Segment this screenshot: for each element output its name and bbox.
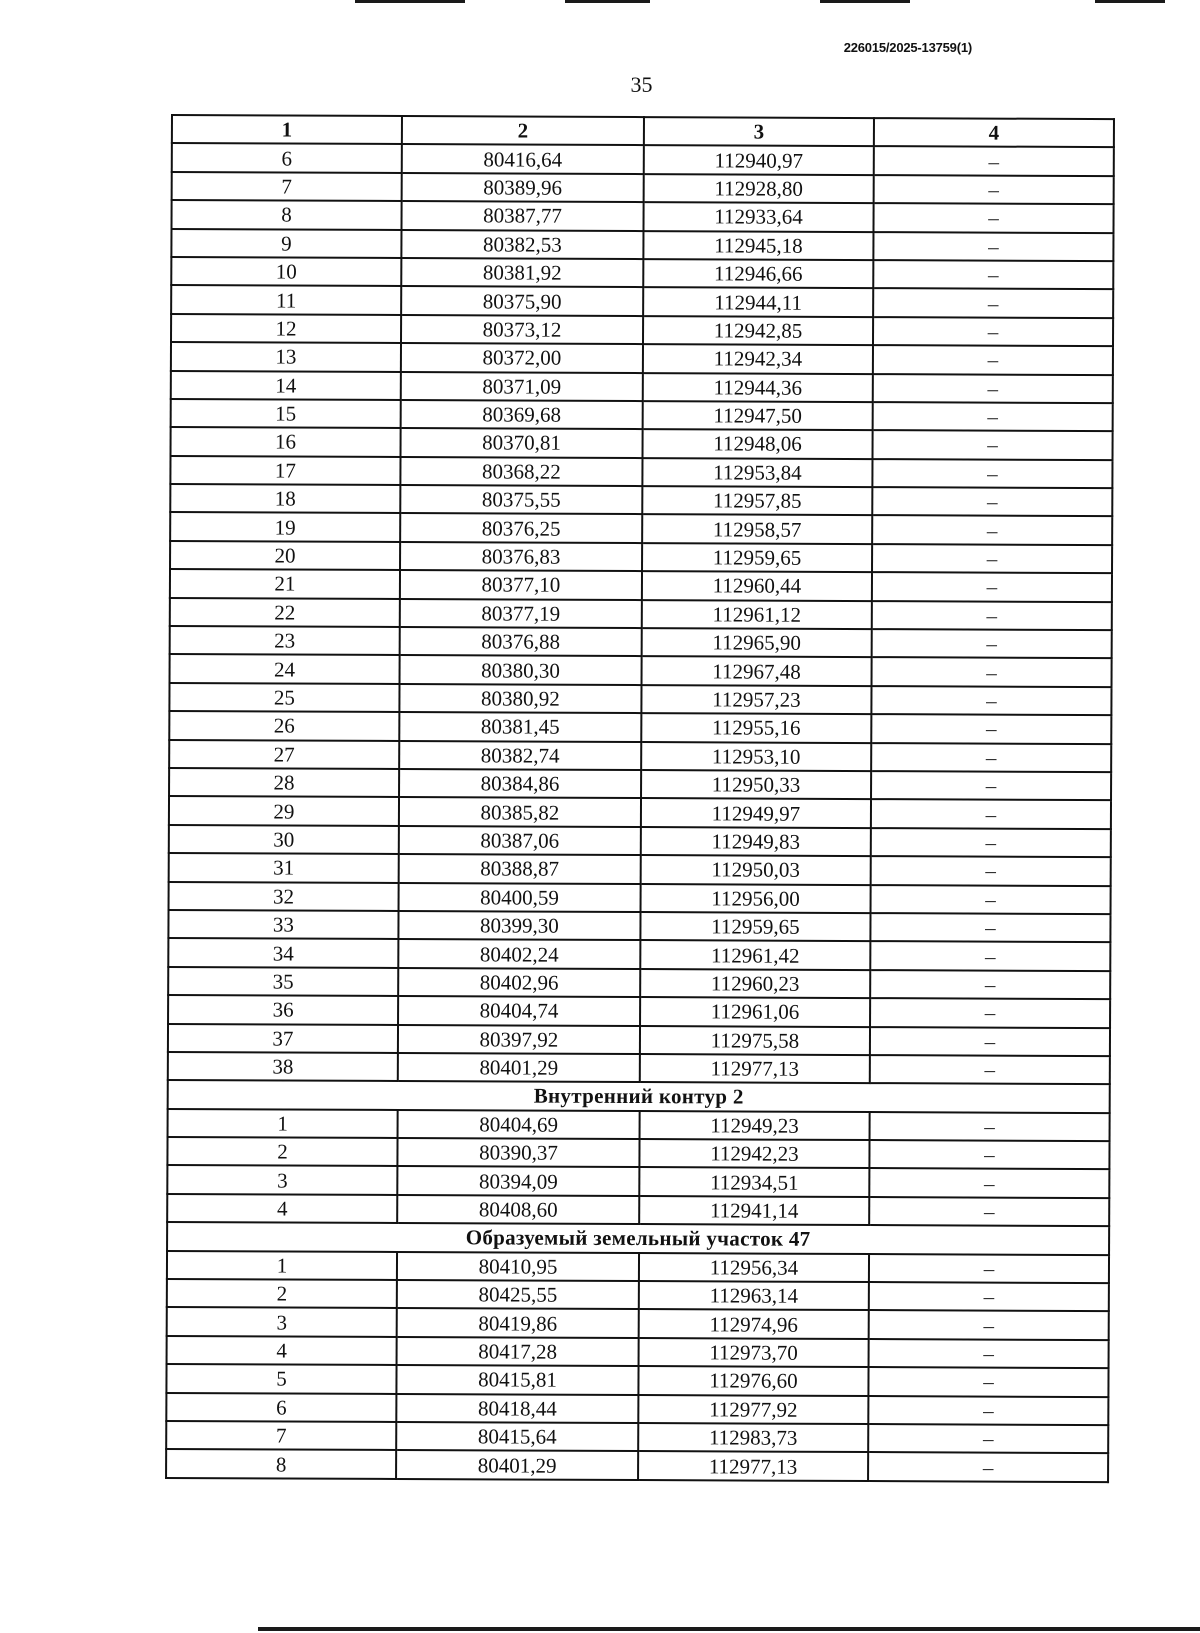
dash-cell: – xyxy=(873,317,1113,346)
x-coordinate-cell: 80368,22 xyxy=(400,457,642,486)
table-row xyxy=(168,938,1110,971)
point-number-cell: 18 xyxy=(170,484,400,513)
y-coordinate-cell: 112974,96 xyxy=(639,1309,869,1338)
table-row xyxy=(168,1023,1110,1056)
column-header: 1 xyxy=(172,115,402,144)
point-number-cell: 35 xyxy=(168,967,398,996)
dash-cell: – xyxy=(871,828,1111,857)
point-number-cell: 13 xyxy=(171,342,401,371)
point-number-cell: 33 xyxy=(168,910,398,939)
table-row xyxy=(167,1194,1109,1227)
point-number-cell: 30 xyxy=(169,825,399,854)
dash-cell: – xyxy=(868,1424,1108,1453)
y-coordinate-cell: 112973,70 xyxy=(639,1338,869,1367)
x-coordinate-cell: 80419,86 xyxy=(397,1308,639,1337)
column-header: 3 xyxy=(644,117,874,146)
point-number-cell: 26 xyxy=(169,711,399,740)
x-coordinate-cell: 80387,77 xyxy=(401,201,643,230)
point-number-cell: 14 xyxy=(171,371,401,400)
dash-cell: – xyxy=(868,1452,1108,1481)
dash-cell: – xyxy=(869,1310,1109,1339)
x-coordinate-cell: 80370,81 xyxy=(401,428,643,457)
x-coordinate-cell: 80381,45 xyxy=(399,712,641,741)
table-row xyxy=(166,1421,1108,1454)
y-coordinate-cell: 112959,65 xyxy=(640,912,870,941)
x-coordinate-cell: 80377,10 xyxy=(400,570,642,599)
point-number-cell: 7 xyxy=(166,1421,396,1450)
point-number-cell: 36 xyxy=(168,995,398,1024)
dash-cell: – xyxy=(869,1254,1109,1283)
x-coordinate-cell: 80385,82 xyxy=(399,797,641,826)
point-number-cell: 7 xyxy=(172,172,402,201)
point-number-cell: 37 xyxy=(168,1023,398,1052)
point-number-cell: 21 xyxy=(170,569,400,598)
scan-mark xyxy=(355,0,465,3)
table-row xyxy=(168,967,1110,1000)
y-coordinate-cell: 112944,36 xyxy=(643,373,873,402)
scan-mark xyxy=(820,0,910,3)
dash-cell: – xyxy=(870,998,1110,1027)
table-row xyxy=(167,1165,1109,1198)
x-coordinate-cell: 80416,64 xyxy=(402,144,644,173)
section-row xyxy=(168,1080,1110,1113)
x-coordinate-cell: 80417,28 xyxy=(397,1337,639,1366)
dash-cell: – xyxy=(872,459,1112,488)
table-row xyxy=(170,654,1112,687)
y-coordinate-cell: 112983,73 xyxy=(638,1423,868,1452)
dash-cell: – xyxy=(872,516,1112,545)
point-number-cell: 20 xyxy=(170,541,400,570)
dash-cell: – xyxy=(871,743,1111,772)
y-coordinate-cell: 112942,23 xyxy=(639,1139,869,1168)
y-coordinate-cell: 112955,16 xyxy=(641,713,871,742)
dash-cell: – xyxy=(871,856,1111,885)
dash-cell: – xyxy=(870,1112,1110,1141)
dash-cell: – xyxy=(873,430,1113,459)
table-row xyxy=(168,910,1110,943)
table-row xyxy=(167,1336,1109,1369)
x-coordinate-cell: 80388,87 xyxy=(399,854,641,883)
dash-cell: – xyxy=(871,714,1111,743)
section-row xyxy=(167,1222,1109,1255)
table-row xyxy=(170,541,1112,574)
y-coordinate-cell: 112956,34 xyxy=(639,1253,869,1282)
table-row xyxy=(170,598,1112,631)
header-row xyxy=(172,115,1114,148)
dash-cell: – xyxy=(874,175,1114,204)
y-coordinate-cell: 112944,11 xyxy=(643,287,873,316)
table-row xyxy=(172,172,1114,205)
table-row xyxy=(170,484,1112,517)
table-row xyxy=(171,314,1113,347)
point-number-cell: 10 xyxy=(171,257,401,286)
point-number-cell: 22 xyxy=(170,598,400,627)
dash-cell: – xyxy=(871,885,1111,914)
dash-cell: – xyxy=(872,487,1112,516)
x-coordinate-cell: 80373,12 xyxy=(401,315,643,344)
column-header: 2 xyxy=(402,116,644,145)
point-number-cell: 32 xyxy=(169,882,399,911)
point-number-cell: 34 xyxy=(168,938,398,967)
dash-cell: – xyxy=(871,771,1111,800)
dash-cell: – xyxy=(868,1396,1108,1425)
y-coordinate-cell: 112957,23 xyxy=(641,685,871,714)
y-coordinate-cell: 112950,03 xyxy=(641,855,871,884)
y-coordinate-cell: 112942,85 xyxy=(643,316,873,345)
y-coordinate-cell: 112975,58 xyxy=(640,1026,870,1055)
table-row xyxy=(170,512,1112,545)
x-coordinate-cell: 80376,25 xyxy=(400,513,642,542)
y-coordinate-cell: 112953,84 xyxy=(642,458,872,487)
x-coordinate-cell: 80415,64 xyxy=(396,1422,638,1451)
y-coordinate-cell: 112949,83 xyxy=(641,827,871,856)
y-coordinate-cell: 112976,60 xyxy=(638,1366,868,1395)
dash-cell: – xyxy=(870,1055,1110,1084)
x-coordinate-cell: 80401,29 xyxy=(396,1450,638,1479)
y-coordinate-cell: 112945,18 xyxy=(643,231,873,260)
table-row xyxy=(171,257,1113,290)
point-number-cell: 23 xyxy=(170,626,400,655)
table-row xyxy=(171,399,1113,432)
dash-cell: – xyxy=(870,970,1110,999)
y-coordinate-cell: 112959,65 xyxy=(642,543,872,572)
section-title: Образуемый земельный участок 47 xyxy=(167,1222,1109,1255)
x-coordinate-cell: 80376,88 xyxy=(400,627,642,656)
table-row xyxy=(167,1137,1109,1170)
y-coordinate-cell: 112934,51 xyxy=(639,1168,869,1197)
y-coordinate-cell: 112960,44 xyxy=(642,571,872,600)
table-row xyxy=(169,882,1111,915)
dash-cell: – xyxy=(869,1339,1109,1368)
dash-cell: – xyxy=(872,572,1112,601)
x-coordinate-cell: 80401,29 xyxy=(398,1053,640,1082)
point-number-cell: 12 xyxy=(171,314,401,343)
section-title: Внутренний контур 2 xyxy=(168,1080,1110,1113)
point-number-cell: 2 xyxy=(167,1137,397,1166)
point-number-cell: 25 xyxy=(169,683,399,712)
y-coordinate-cell: 112928,80 xyxy=(644,174,874,203)
document-number: 226015/2025-13759(1) xyxy=(843,40,972,55)
point-number-cell: 38 xyxy=(168,1052,398,1081)
table-row xyxy=(168,1109,1110,1142)
y-coordinate-cell: 112949,97 xyxy=(641,798,871,827)
x-coordinate-cell: 80415,81 xyxy=(396,1365,638,1394)
point-number-cell: 15 xyxy=(171,399,401,428)
dash-cell: – xyxy=(870,1027,1110,1056)
x-coordinate-cell: 80380,92 xyxy=(399,684,641,713)
table-row xyxy=(167,1307,1109,1340)
table-row xyxy=(171,427,1113,460)
point-number-cell: 8 xyxy=(166,1449,396,1478)
dash-cell: – xyxy=(871,799,1111,828)
table-row xyxy=(171,371,1113,404)
y-coordinate-cell: 112977,92 xyxy=(638,1395,868,1424)
table-body xyxy=(166,143,1114,1481)
y-coordinate-cell: 112977,13 xyxy=(640,1054,870,1083)
x-coordinate-cell: 80376,83 xyxy=(400,542,642,571)
x-coordinate-cell: 80399,30 xyxy=(398,911,640,940)
x-coordinate-cell: 80402,24 xyxy=(398,939,640,968)
x-coordinate-cell: 80400,59 xyxy=(399,883,641,912)
scan-mark xyxy=(565,0,650,3)
x-coordinate-cell: 80397,92 xyxy=(398,1024,640,1053)
table-row xyxy=(170,569,1112,602)
table-row xyxy=(170,456,1112,489)
point-number-cell: 24 xyxy=(170,654,400,683)
y-coordinate-cell: 112965,90 xyxy=(642,628,872,657)
x-coordinate-cell: 80381,92 xyxy=(401,258,643,287)
y-coordinate-cell: 112948,06 xyxy=(643,429,873,458)
table-row xyxy=(169,796,1111,829)
point-number-cell: 2 xyxy=(167,1279,397,1308)
table-row xyxy=(169,853,1111,886)
dash-cell: – xyxy=(871,686,1111,715)
dash-cell: – xyxy=(873,374,1113,403)
y-coordinate-cell: 112960,23 xyxy=(640,969,870,998)
point-number-cell: 3 xyxy=(167,1307,397,1336)
dash-cell: – xyxy=(872,629,1112,658)
point-number-cell: 8 xyxy=(172,200,402,229)
dash-cell: – xyxy=(873,232,1113,261)
point-number-cell: 1 xyxy=(168,1109,398,1138)
y-coordinate-cell: 112933,64 xyxy=(643,202,873,231)
point-number-cell: 16 xyxy=(171,427,401,456)
dash-cell: – xyxy=(873,203,1113,232)
dash-cell: – xyxy=(869,1140,1109,1169)
dash-cell: – xyxy=(869,1282,1109,1311)
y-coordinate-cell: 112949,23 xyxy=(640,1111,870,1140)
y-coordinate-cell: 112956,00 xyxy=(641,884,871,913)
table-row xyxy=(170,626,1112,659)
dash-cell: – xyxy=(873,288,1113,317)
point-number-cell: 29 xyxy=(169,796,399,825)
y-coordinate-cell: 112977,13 xyxy=(638,1451,868,1480)
point-number-cell: 9 xyxy=(171,229,401,258)
y-coordinate-cell: 112950,33 xyxy=(641,770,871,799)
point-number-cell: 31 xyxy=(169,853,399,882)
column-header: 4 xyxy=(874,118,1114,147)
x-coordinate-cell: 80390,37 xyxy=(397,1138,639,1167)
x-coordinate-cell: 80394,09 xyxy=(397,1166,639,1195)
x-coordinate-cell: 80404,69 xyxy=(398,1110,640,1139)
table-row xyxy=(166,1364,1108,1397)
dash-cell: – xyxy=(873,345,1113,374)
table-row xyxy=(171,342,1113,375)
table-row xyxy=(167,1279,1109,1312)
x-coordinate-cell: 80425,55 xyxy=(397,1280,639,1309)
table-row xyxy=(166,1393,1108,1426)
point-number-cell: 5 xyxy=(166,1364,396,1393)
table-row xyxy=(169,825,1111,858)
dash-cell: – xyxy=(873,260,1113,289)
dash-cell: – xyxy=(873,402,1113,431)
dash-cell: – xyxy=(869,1197,1109,1226)
point-number-cell: 17 xyxy=(170,456,400,485)
table-row xyxy=(169,711,1111,744)
table-row xyxy=(168,995,1110,1028)
dash-cell: – xyxy=(870,941,1110,970)
x-coordinate-cell: 80387,06 xyxy=(399,826,641,855)
x-coordinate-cell: 80371,09 xyxy=(401,372,643,401)
x-coordinate-cell: 80418,44 xyxy=(396,1394,638,1423)
x-coordinate-cell: 80410,95 xyxy=(397,1252,639,1281)
table-row xyxy=(169,740,1111,773)
x-coordinate-cell: 80389,96 xyxy=(402,173,644,202)
x-coordinate-cell: 80369,68 xyxy=(401,400,643,429)
dash-cell: – xyxy=(872,544,1112,573)
x-coordinate-cell: 80408,60 xyxy=(397,1195,639,1224)
point-number-cell: 1 xyxy=(167,1251,397,1280)
point-number-cell: 27 xyxy=(169,740,399,769)
x-coordinate-cell: 80402,96 xyxy=(398,968,640,997)
x-coordinate-cell: 80377,19 xyxy=(400,599,642,628)
y-coordinate-cell: 112940,97 xyxy=(644,145,874,174)
point-number-cell: 19 xyxy=(170,512,400,541)
x-coordinate-cell: 80372,00 xyxy=(401,343,643,372)
scan-mark xyxy=(1095,0,1165,3)
x-coordinate-cell: 80384,86 xyxy=(399,769,641,798)
x-coordinate-cell: 80380,30 xyxy=(400,655,642,684)
table-row xyxy=(169,768,1111,801)
y-coordinate-cell: 112961,12 xyxy=(642,600,872,629)
table-row xyxy=(171,229,1113,262)
y-coordinate-cell: 112967,48 xyxy=(642,656,872,685)
table-row xyxy=(168,1052,1110,1085)
x-coordinate-cell: 80375,55 xyxy=(400,485,642,514)
coordinates-table xyxy=(165,114,1115,1483)
x-coordinate-cell: 80375,90 xyxy=(401,286,643,315)
y-coordinate-cell: 112957,85 xyxy=(642,486,872,515)
y-coordinate-cell: 112963,14 xyxy=(639,1281,869,1310)
y-coordinate-cell: 112941,14 xyxy=(639,1196,869,1225)
y-coordinate-cell: 112947,50 xyxy=(643,401,873,430)
point-number-cell: 4 xyxy=(167,1336,397,1365)
point-number-cell: 6 xyxy=(172,143,402,172)
dash-cell: – xyxy=(872,601,1112,630)
scan-mark xyxy=(258,1627,1200,1631)
dash-cell: – xyxy=(869,1169,1109,1198)
dash-cell: – xyxy=(874,146,1114,175)
y-coordinate-cell: 112942,34 xyxy=(643,344,873,373)
point-number-cell: 3 xyxy=(167,1165,397,1194)
table-row xyxy=(169,683,1111,716)
y-coordinate-cell: 112946,66 xyxy=(643,259,873,288)
x-coordinate-cell: 80382,74 xyxy=(399,741,641,770)
dash-cell: – xyxy=(870,913,1110,942)
point-number-cell: 11 xyxy=(171,285,401,314)
dash-cell: – xyxy=(872,657,1112,686)
y-coordinate-cell: 112961,42 xyxy=(640,940,870,969)
table-row xyxy=(172,200,1114,233)
y-coordinate-cell: 112961,06 xyxy=(640,997,870,1026)
table-row xyxy=(172,143,1114,176)
y-coordinate-cell: 112953,10 xyxy=(641,742,871,771)
table-row xyxy=(166,1449,1108,1482)
point-number-cell: 4 xyxy=(167,1194,397,1223)
page-number: 35 xyxy=(630,72,653,97)
x-coordinate-cell: 80382,53 xyxy=(401,230,643,259)
table-row xyxy=(171,285,1113,318)
x-coordinate-cell: 80404,74 xyxy=(398,996,640,1025)
point-number-cell: 28 xyxy=(169,768,399,797)
table-header xyxy=(172,115,1114,148)
table-row xyxy=(167,1251,1109,1284)
point-number-cell: 6 xyxy=(166,1393,396,1422)
y-coordinate-cell: 112958,57 xyxy=(642,515,872,544)
dash-cell: – xyxy=(868,1367,1108,1396)
